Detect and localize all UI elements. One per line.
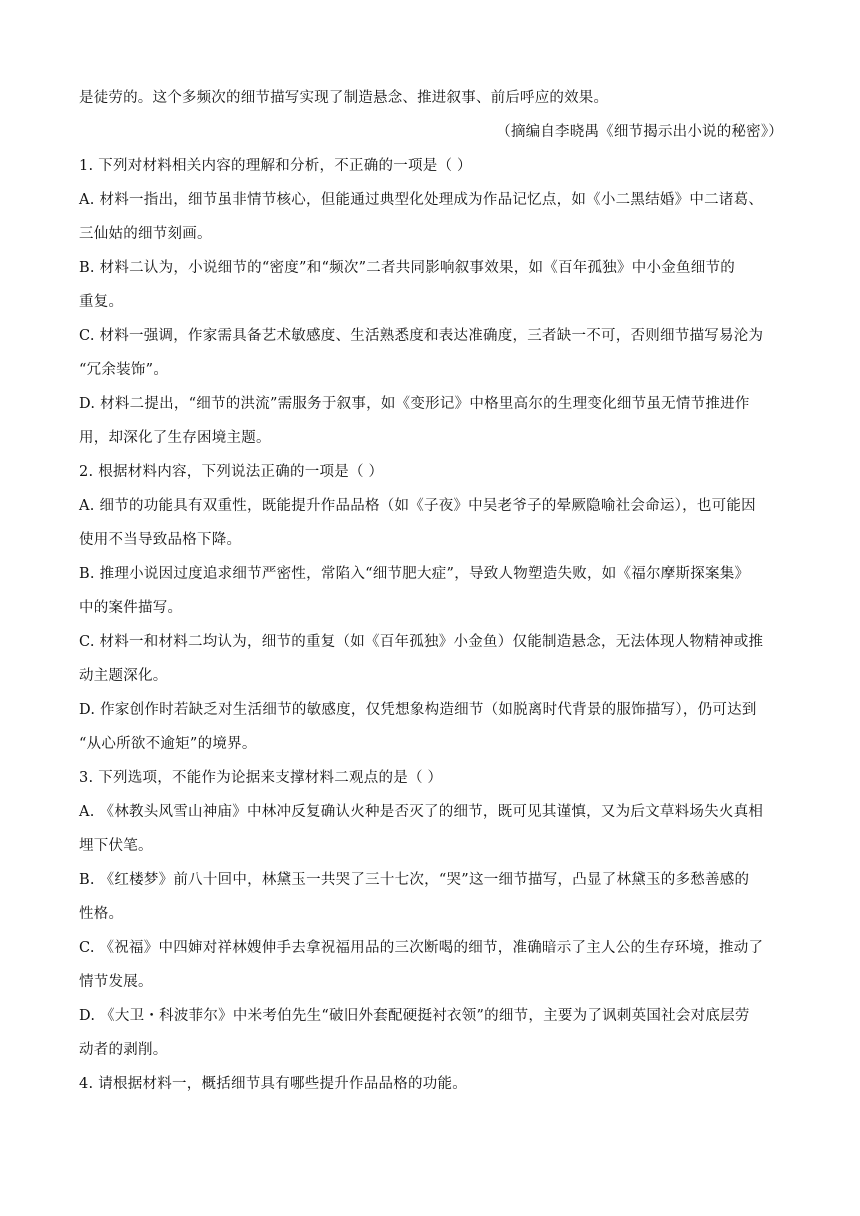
option-text-cont: 动主题深化。 — [79, 668, 168, 684]
option-a[interactable] — [79, 183, 783, 251]
question-stem: 3. 下列选项，不能作为论据来支撑材料二观点的是（ ） — [79, 770, 443, 786]
option-text: C. 材料一和材料二均认为，细节的重复（如《百年孤独》小金鱼）仅能制造悬念，无法体现人物精神或推 — [79, 634, 764, 650]
option-c[interactable] — [79, 319, 783, 387]
option-text: A. 细节的功能具有双重性，既能提升作品品格（如《子夜》中吴老爷子的晕厥隐喻社会命运），也可能因 — [79, 498, 756, 514]
option-text: D. 材料二提出，“细节的洪流”需服务于叙事，如《变形记》中格里高尔的生理变化细节虽无情节推进作 — [79, 396, 750, 412]
option-text-cont: “冗余装饰”。 — [79, 362, 169, 378]
option-text: B. 《红楼梦》前八十回中，林黛玉一共哭了三十七次，“哭”这一细节描写，凸显了林黛玉的多愁善感的 — [79, 872, 750, 888]
option-text: D. 作家创作时若缺乏对生活细节的敏感度，仅凭想象构造细节（如脱离时代背景的服饰描写），仍可达到 — [79, 702, 757, 718]
question-4 — [79, 1067, 783, 1101]
intro-text-line: 是徒劳的。这个多频次的细节描写实现了制造悬念、推进叙事、前后呼应的效果。 — [79, 90, 609, 106]
option-text: D. 《大卫・科波菲尔》中米考伯先生“破旧外套配硬挺衬衣领”的细节，主要为了讽刺英国社会对底层劳 — [79, 1008, 750, 1024]
option-text: C. 《祝福》中四婶对祥林嫂伸手去拿祝福用品的三次断喝的细节，准确暗示了主人公的生存环境，推动了 — [79, 940, 764, 956]
option-text-cont: 用，却深化了生存困境主题。 — [79, 430, 271, 446]
option-text-cont: 动者的剥削。 — [79, 1042, 168, 1058]
option-d[interactable] — [79, 999, 783, 1067]
option-text-cont: 性格。 — [79, 906, 124, 922]
option-b[interactable] — [79, 863, 783, 931]
option-text: A. 《林教头风雪山神庙》中林冲反复确认火种是否灭了的细节，既可见其谨慎，又为后文草料场失火真相 — [79, 804, 764, 820]
source-citation: （摘编自李晓禺《细节揭示出小说的秘密》） — [496, 124, 783, 140]
option-text-cont: 使用不当导致品格下降。 — [79, 532, 242, 548]
option-c[interactable] — [79, 931, 783, 999]
option-text-cont: 埋下伏笔。 — [79, 838, 153, 854]
option-text: C. 材料一强调，作家需具备艺术敏感度、生活熟悉度和表达准确度，三者缺一不可，否则细节描写易沦为 — [79, 328, 764, 344]
question-stem: 2. 根据材料内容，下列说法正确的一项是（ ） — [79, 464, 384, 480]
option-text: B. 推理小说因过度追求细节严密性，常陷入“细节肥大症”，导致人物塑造失败，如《福尔摩斯探案集》 — [79, 566, 750, 582]
option-d[interactable] — [79, 387, 783, 455]
option-b[interactable] — [79, 251, 783, 319]
option-a[interactable] — [79, 489, 783, 557]
option-text-cont: 三仙姑的细节刻画。 — [79, 226, 212, 242]
option-text-cont: “从心所欲不逾矩”的境界。 — [79, 736, 257, 752]
option-d[interactable] — [79, 693, 783, 761]
option-a[interactable] — [79, 795, 783, 863]
document-page — [79, 0, 783, 1101]
option-text: B. 材料二认为，小说细节的“密度”和“频次”二者共同影响叙事效果，如《百年孤独》中小金鱼细节的 — [79, 260, 736, 276]
option-text-cont: 情节发展。 — [79, 974, 153, 990]
option-text-cont: 重复。 — [79, 294, 124, 310]
option-text: A. 材料一指出，细节虽非情节核心，但能通过典型化处理成为作品记忆点，如《小二黑结婚》中二诸葛、 — [79, 192, 764, 208]
option-b[interactable] — [79, 557, 783, 625]
option-c[interactable] — [79, 625, 783, 693]
question-3 — [79, 761, 783, 1067]
question-1 — [79, 149, 783, 455]
question-stem: 4. 请根据材料一，概括细节具有哪些提升作品品格的功能。 — [79, 1076, 467, 1092]
option-text-cont: 中的案件描写。 — [79, 600, 183, 616]
question-2 — [79, 455, 783, 761]
question-stem: 1. 下列对材料相关内容的理解和分析，不正确的一项是（ ） — [79, 158, 472, 174]
